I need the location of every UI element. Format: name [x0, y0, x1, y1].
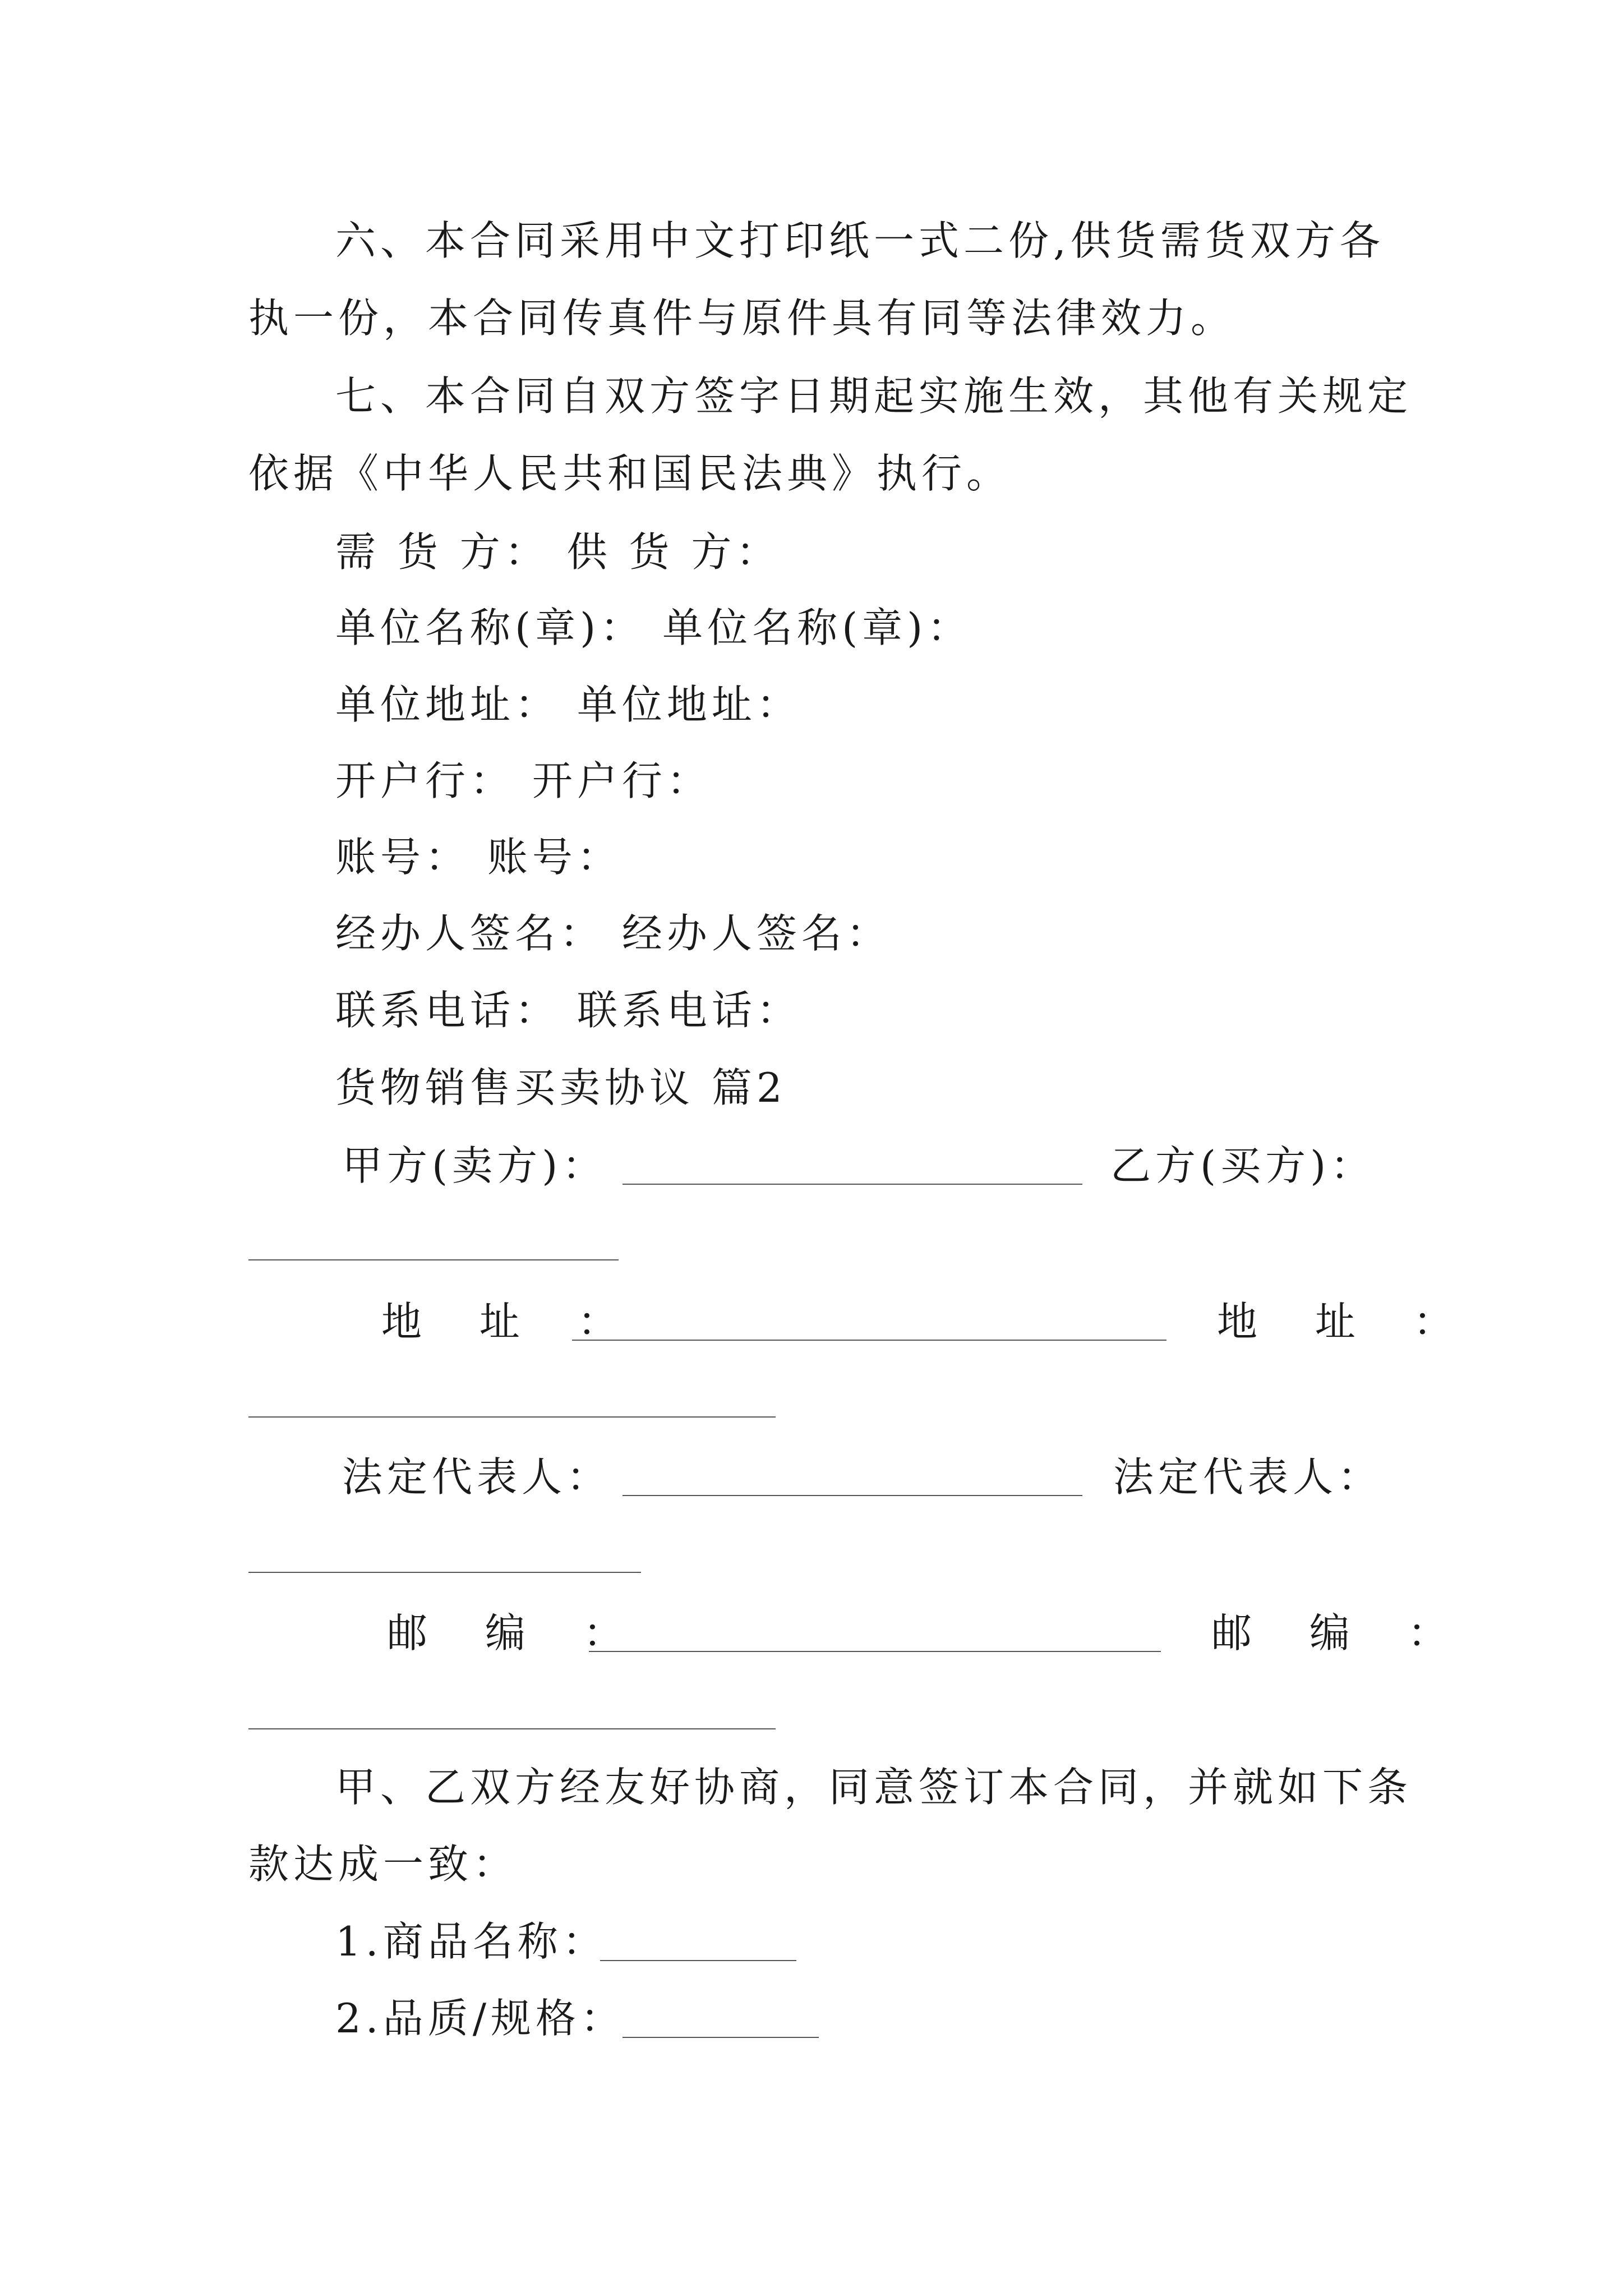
- unit-name-row: 单位名称(章)： 单位名称(章)：: [335, 604, 972, 651]
- clause-six-line2: 执一份，本合同传真件与原件具有同等法律效力。: [248, 295, 1236, 342]
- legal-rep-a-blank[interactable]: [623, 1495, 1082, 1496]
- clause-seven-line2: 依据《中华人民共和国民法典》执行。: [248, 450, 1012, 497]
- party-b-label: 乙方(买方)：: [1110, 1142, 1376, 1189]
- clause-seven-line1: 七、本合同自双方签字日期起实施生效，其他有关规定: [335, 372, 1413, 420]
- party-b-blank[interactable]: [248, 1259, 619, 1260]
- item-2-blank[interactable]: [623, 2037, 819, 2038]
- item-1-label: 1.商品名称：: [335, 1918, 607, 1965]
- clause-six-line1: 六、本合同采用中文打印纸一式二份,供货需货双方各: [335, 217, 1385, 264]
- address-label-b: 地 址 ：: [1217, 1298, 1476, 1345]
- bank-row: 开户行： 开户行：: [335, 757, 712, 804]
- party-a-blank[interactable]: [623, 1184, 1082, 1185]
- account-row: 账号： 账号：: [335, 834, 622, 881]
- address-b-blank[interactable]: [248, 1416, 776, 1418]
- item-2-label: 2.品质/规格：: [335, 1995, 625, 2042]
- unit-address-row: 单位地址： 单位地址：: [335, 681, 801, 728]
- legal-rep-b-blank[interactable]: [248, 1572, 641, 1573]
- item-1-blank[interactable]: [600, 1960, 796, 1961]
- agreement-line2: 款达成一致：: [248, 1841, 518, 1888]
- postcode-a-blank[interactable]: [589, 1651, 1161, 1652]
- postcode-label-a: 邮 编 ：: [387, 1609, 646, 1657]
- address-label-a: 地 址 ：: [381, 1298, 640, 1345]
- legal-rep-b-label: 法定代表人：: [1113, 1453, 1383, 1501]
- phone-row: 联系电话： 联系电话：: [335, 987, 801, 1034]
- postcode-label-b: 邮 编 ：: [1211, 1609, 1470, 1657]
- legal-rep-a-label: 法定代表人：: [342, 1453, 612, 1501]
- party-row: 需 货 方： 供 货 方：: [335, 528, 781, 576]
- party-a-label: 甲方(卖方)：: [342, 1142, 607, 1189]
- address-a-blank[interactable]: [572, 1340, 1166, 1341]
- agreement-line1: 甲、乙双方经友好协商，同意签订本合同，并就如下条: [335, 1764, 1413, 1811]
- postcode-b-blank[interactable]: [248, 1728, 776, 1729]
- section-heading: 货物销售买卖协议 篇2: [335, 1064, 787, 1111]
- handler-sign-row: 经办人签名： 经办人签名：: [335, 910, 891, 957]
